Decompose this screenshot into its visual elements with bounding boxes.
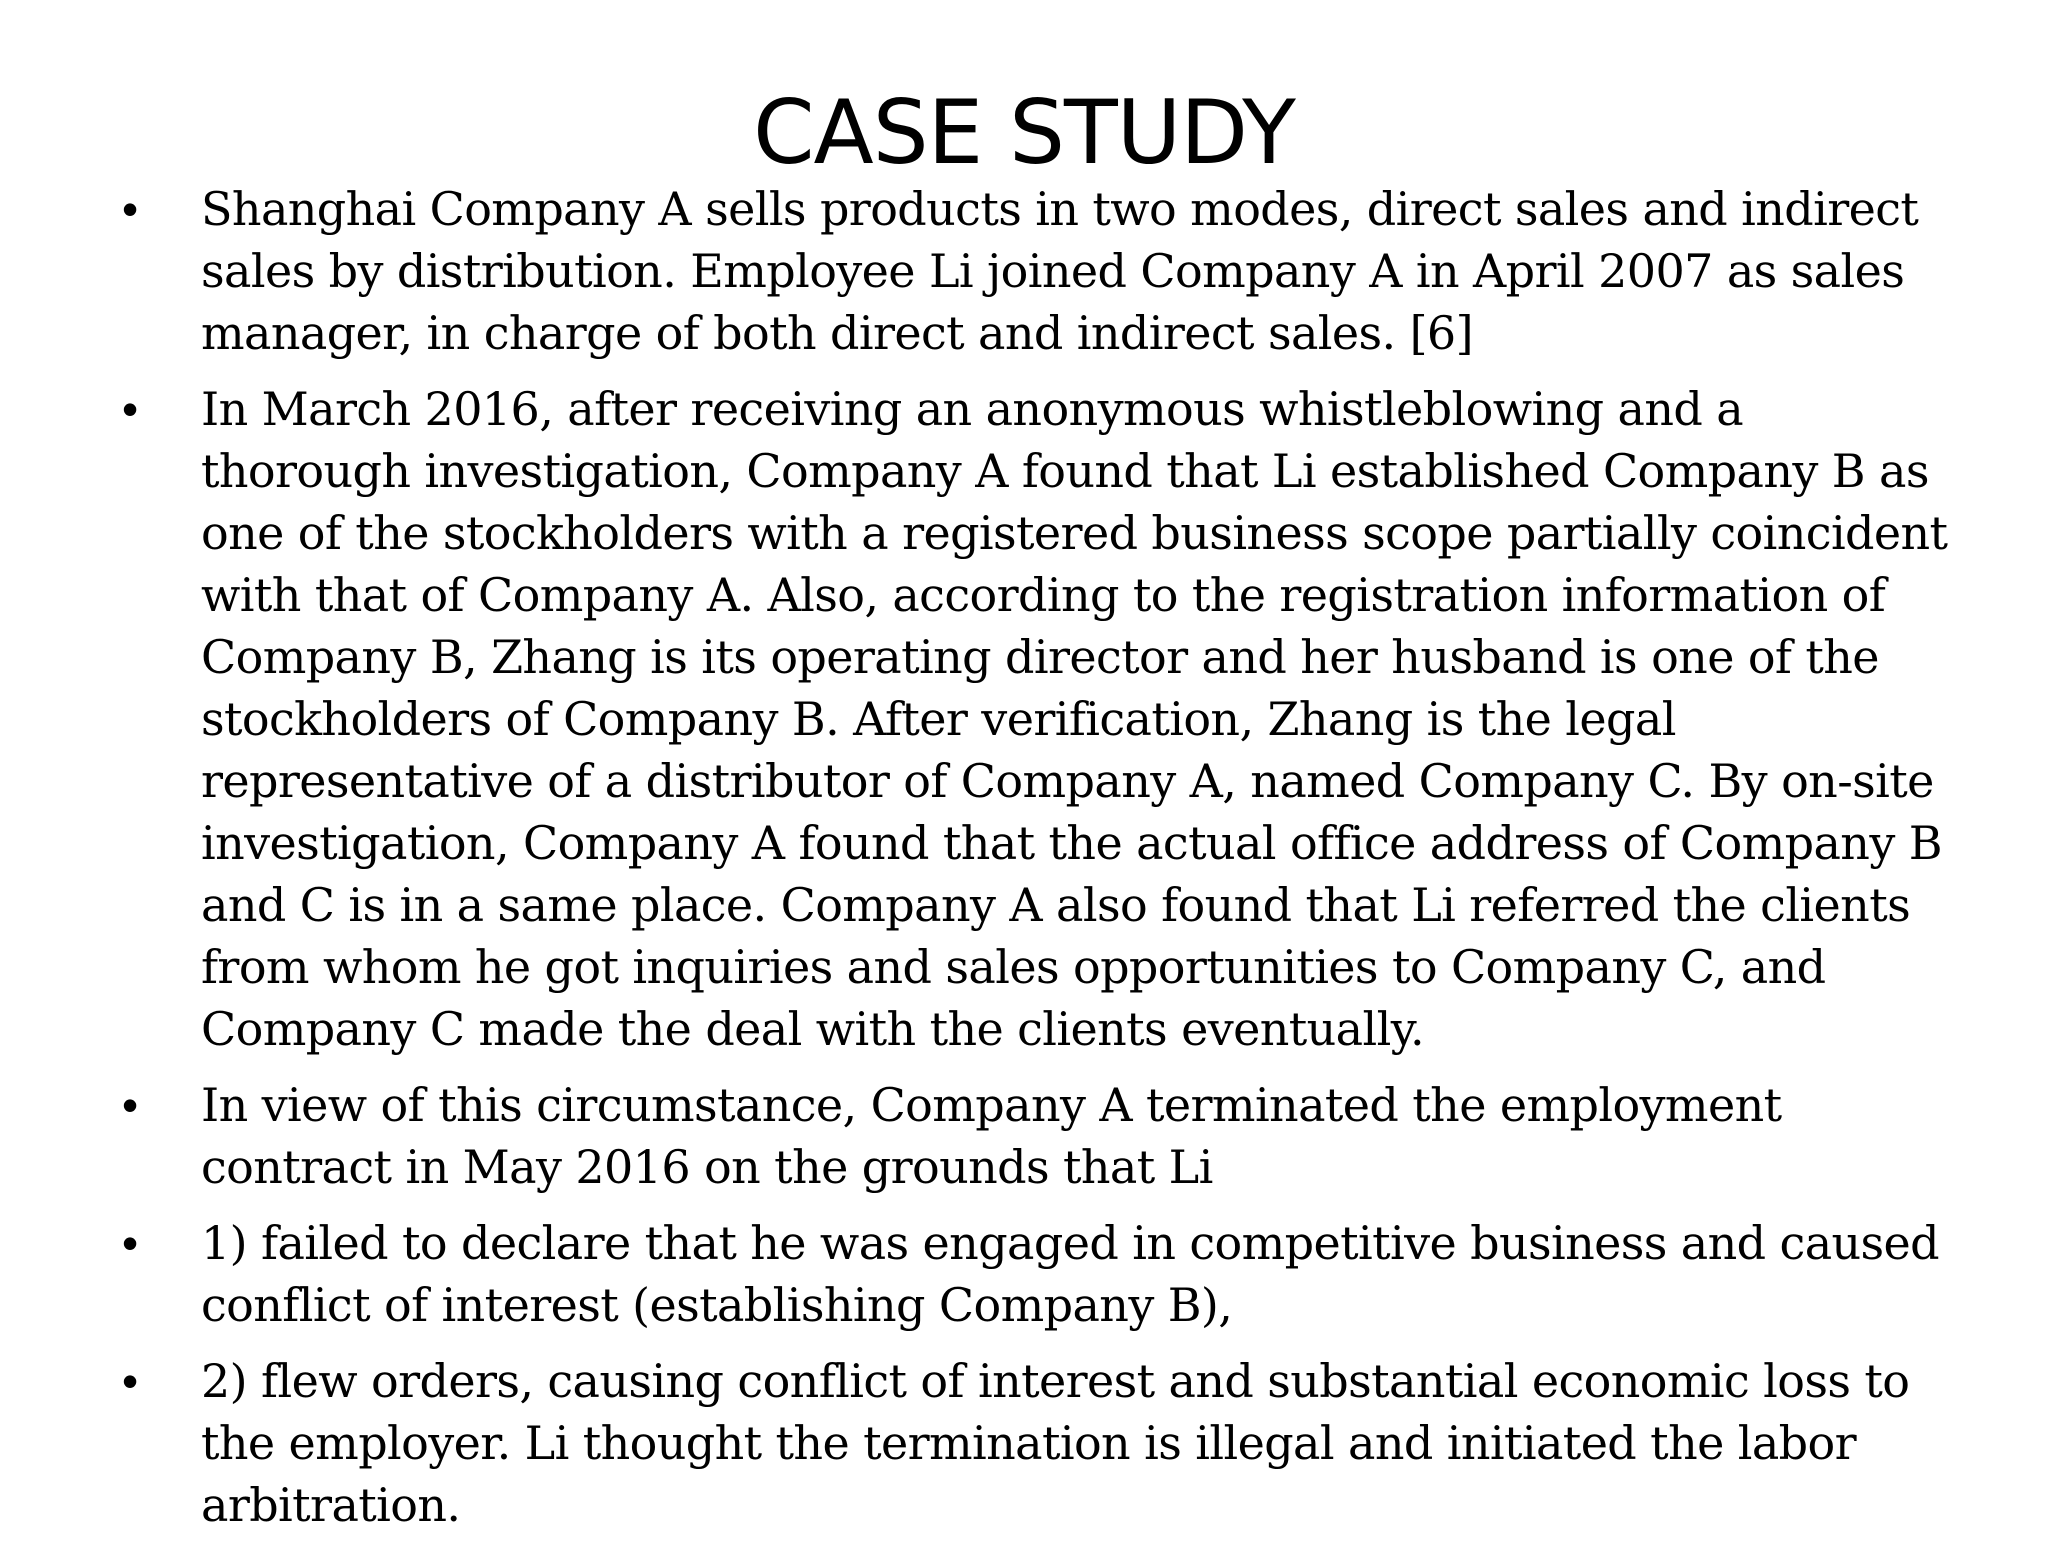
bullet-dot-icon: • xyxy=(122,183,138,235)
bullet-dot-icon: • xyxy=(122,383,138,435)
slide-title: CASE STUDY xyxy=(753,81,1295,184)
bullet-text: 2) flew orders, causing conflict of interest and substantial economic loss to the employer. Li thought the termination is illegal and initiated the labor arbitration. xyxy=(201,1354,1910,1532)
bullet-item xyxy=(0,378,2048,1060)
bullet-text: In view of this circumstance, Company A terminated the employment contract in May 2016 on the grounds that Li xyxy=(201,1078,1782,1194)
bullet-item xyxy=(0,1074,2048,1198)
bullet-item xyxy=(0,178,2048,364)
bullet-dot-icon: • xyxy=(122,1079,138,1131)
bullet-item xyxy=(0,1212,2048,1336)
bullet-dot-icon: • xyxy=(122,1217,138,1269)
bullet-dot-icon: • xyxy=(122,1355,138,1407)
bullet-text: 1) failed to declare that he was engaged in competitive business and caused conflict of interest (establishing Company B), xyxy=(201,1216,1940,1332)
bullet-text: In March 2016, after receiving an anonymous whistleblowing and a thorough investigation, Company A found that Li established Company B as one of the stockholders with a registered business scope partially coincident with that of Company A. Also, according to the registration information of Company B, Zhang is its operating director and her husband is one of the stockholders of Company B. After verification, Zhang is the legal representative of a distributor of Company A, named Company C. By on-site investigation, Company A found that the actual office address of Company B and C is in a same place. Company A also found that Li referred the clients from whom he got inquiries and sales opportunities to Company C, and Company C made the deal with the clients eventually. xyxy=(201,382,1948,1056)
bullet-list xyxy=(0,178,2048,1550)
bullet-item xyxy=(0,1350,2048,1536)
bullet-text: Shanghai Company A sells products in two modes, direct sales and indirect sales by distribution. Employee Li joined Company A in April 2007 as sales manager, in charge of both direct and indirect sales. [6] xyxy=(201,182,1919,360)
